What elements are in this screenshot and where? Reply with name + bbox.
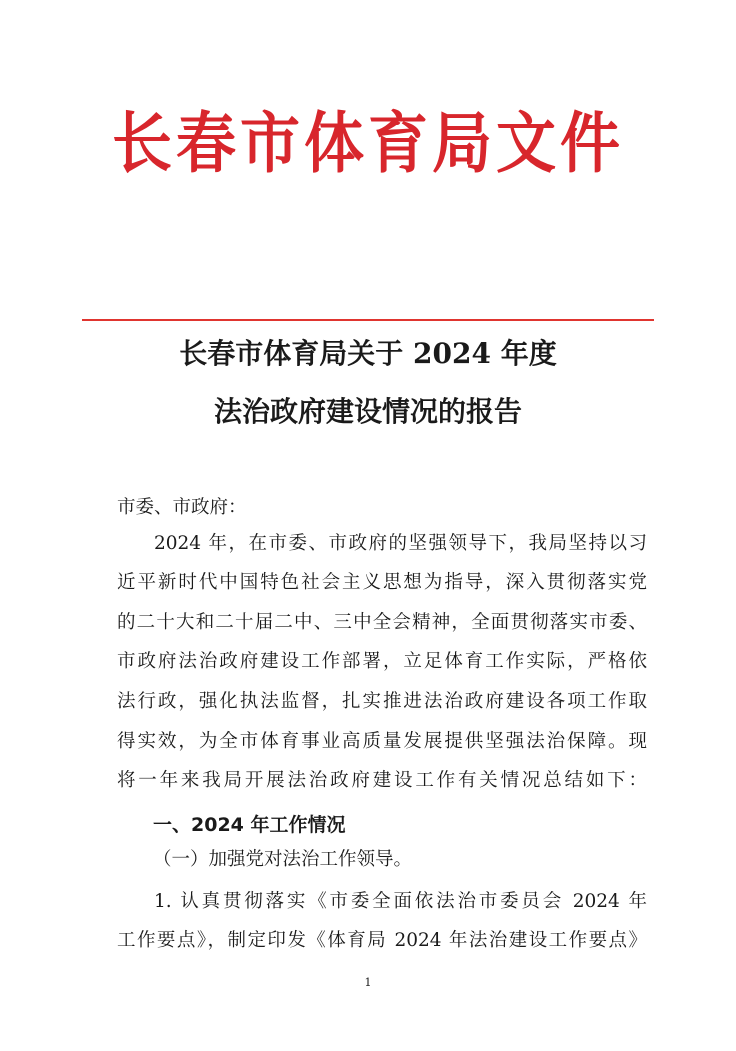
paragraph-line: 法行政，强化执法监督，扎实推进法治政府建设各项工作取 — [117, 691, 647, 712]
paragraph-line: 得实效，为全市体育事业高质量发展提供坚强法治保障。现 — [117, 731, 647, 752]
section-heading: 一、2024 年工作情况 — [153, 814, 346, 836]
document-header-title: 长春市体育局文件 — [112, 105, 624, 183]
paragraph-line: 市政府法治政府建设工作部署，立足体育工作实际，严格依 — [117, 651, 647, 672]
paragraph-line: 近平新时代中国特色社会主义思想为指导，深入贯彻落实党 — [117, 572, 647, 593]
header-red-rule — [82, 319, 654, 321]
paragraph-line: 2024 年，在市委、市政府的坚强领导下，我局坚持以习 — [154, 533, 647, 554]
report-title-line-2: 法治政府建设情况的报告 — [213, 395, 522, 428]
report-title-line-1: 长春市体育局关于 2024 年度 — [179, 337, 557, 370]
salutation: 市委、市政府： — [117, 497, 247, 518]
paragraph-line: 工作要点》，制定印发《体育局 2024 年法治建设工作要点》 — [117, 930, 647, 951]
subsection-heading: （一）加强党对法治工作领导。 — [153, 849, 413, 870]
paragraph-line: 将一年来我局开展法治政府建设工作有关情况总结如下： — [117, 770, 647, 791]
paragraph-line: 1. 认真贯彻落实《市委全面依法治市委员会 2024 年 — [154, 891, 647, 912]
paragraph-line: 的二十大和二十届二中、三中全会精神，全面贯彻落实市委、 — [117, 612, 647, 633]
page-number: 1 — [364, 976, 372, 989]
